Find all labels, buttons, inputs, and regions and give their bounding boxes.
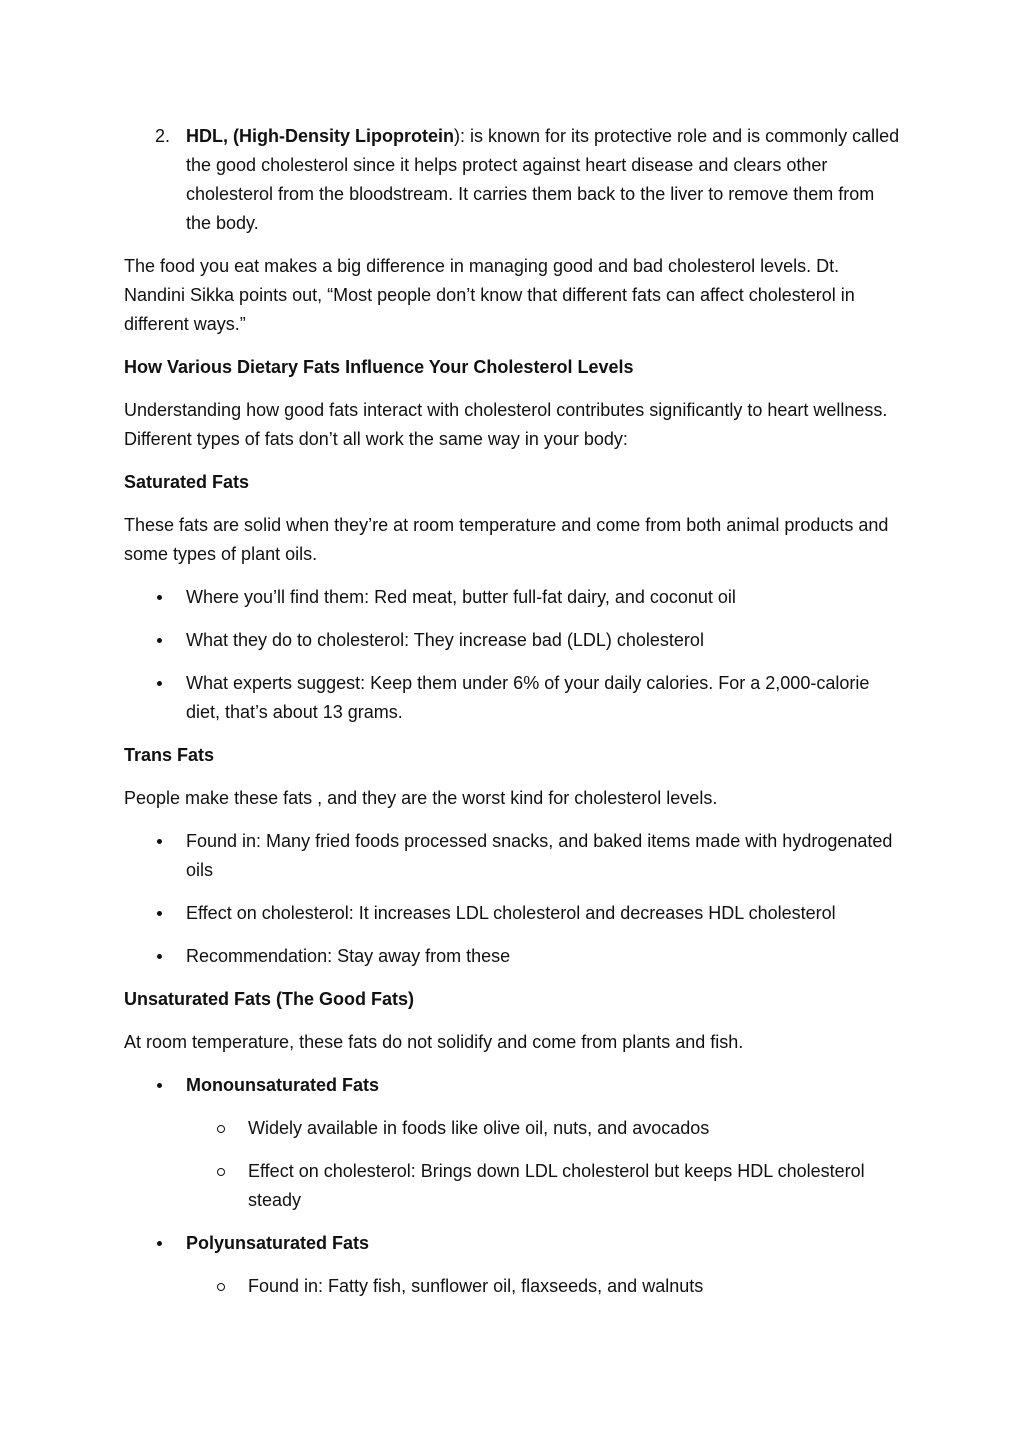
- heading-trans-fats: Trans Fats: [124, 745, 215, 765]
- trans-fats-list: [124, 827, 904, 971]
- list-item-text: Found in: Many fried foods processed snacks, and baked items made with hydrogenated oils: [186, 831, 893, 880]
- numbered-item-hdl: [155, 122, 904, 238]
- list-item: [155, 899, 904, 928]
- hdl-text: ): is known for its protective role and is commonly called the good cholesterol since it helps protect against heart disease and clears other cholesterol from the bloodstream. It carries them back to the liver to remove them from the body.: [186, 126, 900, 233]
- list-item: [155, 626, 904, 655]
- list-item: [155, 583, 904, 612]
- circle-bullet-icon: [217, 1272, 248, 1301]
- document-page: [124, 122, 904, 1315]
- list-item-text: Polyunsaturated Fats: [186, 1233, 370, 1253]
- bullet-icon: [155, 1071, 186, 1100]
- unsaturated-fats-paragraph: At room temperature, these fats do not solidify and come from plants and fish.: [124, 1032, 744, 1052]
- bullet-icon: [155, 1229, 186, 1258]
- saturated-fats-list: [124, 583, 904, 727]
- heading-unsaturated-fats: Unsaturated Fats (The Good Fats): [124, 989, 415, 1009]
- list-item-monounsaturated: [155, 1071, 904, 1100]
- dietary-fats-paragraph: Understanding how good fats interact with cholesterol contributes significantly to heart wellness. Different types of fats don’t all work the same way in your body:: [124, 400, 888, 449]
- bullet-icon: [155, 899, 186, 928]
- circle-bullet-icon: [217, 1114, 248, 1143]
- unsaturated-fats-list: [124, 1071, 904, 1301]
- list-item-text: What they do to cholesterol: They increase bad (LDL) cholesterol: [186, 630, 704, 650]
- list-item: [155, 669, 904, 727]
- saturated-fats-paragraph: These fats are solid when they’re at room temperature and come from both animal products and some types of plant oils.: [124, 515, 889, 564]
- intro-paragraph: The food you eat makes a big difference in managing good and bad cholesterol levels. Dt. Nandini Sikka points out, “Most people don’t know that different fats can affect cholesterol in different ways.”: [124, 256, 855, 334]
- list-item-text: Monounsaturated Fats: [186, 1075, 380, 1095]
- sub-list-item-text: Found in: Fatty fish, sunflower oil, flaxseeds, and walnuts: [248, 1276, 704, 1296]
- bullet-icon: [155, 583, 186, 612]
- bullet-icon: [155, 942, 186, 971]
- list-item: [155, 827, 904, 885]
- sub-list-item: [217, 1157, 904, 1215]
- circle-bullet-icon: [217, 1157, 248, 1215]
- list-item-text: Effect on cholesterol: It increases LDL cholesterol and decreases HDL cholesterol: [186, 903, 836, 923]
- hdl-term: HDL, (High-Density Lipoprotein: [186, 126, 454, 146]
- sub-list-item: [217, 1114, 904, 1143]
- bullet-icon: [155, 626, 186, 655]
- section-heading-dietary-fats: How Various Dietary Fats Influence Your Cholesterol Levels: [124, 357, 634, 377]
- list-item: [155, 942, 904, 971]
- trans-fats-paragraph: People make these fats , and they are the worst kind for cholesterol levels.: [124, 788, 718, 808]
- list-item-polyunsaturated: [155, 1229, 904, 1258]
- list-item-text: What experts suggest: Keep them under 6% of your daily calories. For a 2,000-calorie diet, that’s about 13 grams.: [186, 673, 870, 722]
- list-item-text: Recommendation: Stay away from these: [186, 946, 511, 966]
- hdl-description: [186, 122, 904, 238]
- sub-list-item-text: Effect on cholesterol: Brings down LDL cholesterol but keeps HDL cholesterol steady: [248, 1161, 865, 1210]
- sub-list-item-text: Widely available in foods like olive oil, nuts, and avocados: [248, 1118, 710, 1138]
- bullet-icon: [155, 669, 186, 727]
- item-number: 2.: [155, 126, 171, 146]
- heading-saturated-fats: Saturated Fats: [124, 472, 250, 492]
- sub-list-item: [217, 1272, 904, 1301]
- list-item-text: Where you’ll find them: Red meat, butter full-fat dairy, and coconut oil: [186, 587, 736, 607]
- bullet-icon: [155, 827, 186, 885]
